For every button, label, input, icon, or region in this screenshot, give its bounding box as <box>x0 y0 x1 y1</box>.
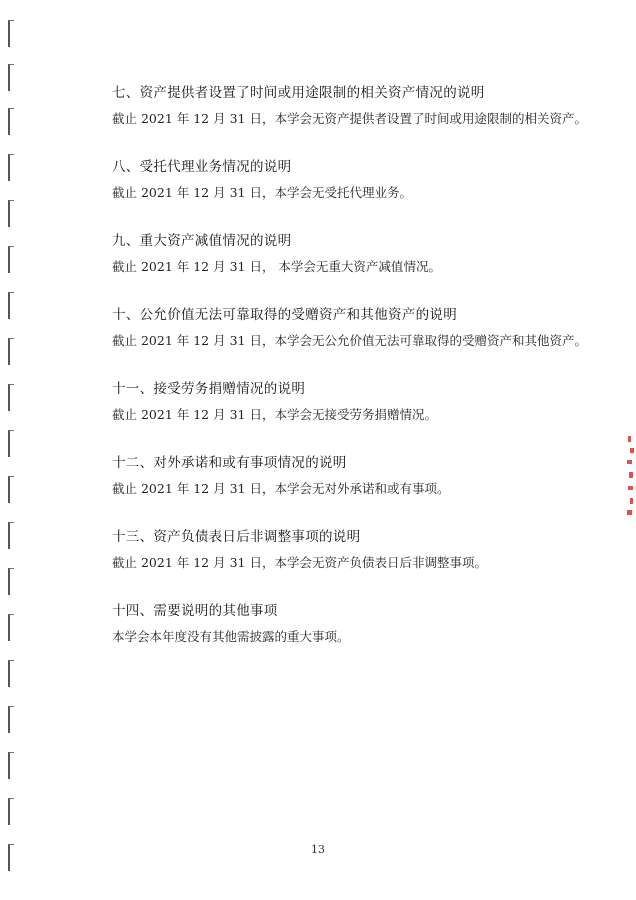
section-title: 九、重大资产减值情况的说明 <box>112 233 292 249</box>
section-body: 截止 2021 年 12 月 31 日， 本学会无重大资产减值情况。 <box>112 259 441 274</box>
binding-mark <box>8 154 14 181</box>
section-13 <box>112 528 592 572</box>
section-title: 十二、对外承诺和或有事项情况的说明 <box>112 455 347 471</box>
section-body: 本学会本年度没有其他需披露的重大事项。 <box>112 629 350 644</box>
binding-mark <box>8 292 14 319</box>
section-title: 七、资产提供者设置了时间或用途限制的相关资产情况的说明 <box>112 85 485 101</box>
binding-mark <box>8 384 14 411</box>
binding-mark <box>8 706 14 733</box>
section-14 <box>112 602 592 646</box>
section-title: 十一、接受劳务捐赠情况的说明 <box>112 381 306 397</box>
section-body: 截止 2021 年 12 月 31 日，本学会无对外承诺和或有事项。 <box>112 481 450 496</box>
section-title: 八、受托代理业务情况的说明 <box>112 159 292 175</box>
section-12 <box>112 454 592 498</box>
binding-mark <box>8 200 14 227</box>
section-title: 十三、资产负债表日后非调整事项的说明 <box>112 529 361 545</box>
page-number: 13 <box>311 843 325 856</box>
section-title: 十四、需要说明的其他事项 <box>112 603 278 619</box>
binding-mark <box>8 660 14 687</box>
section-7 <box>112 84 592 128</box>
binding-mark <box>8 476 14 503</box>
binding-mark <box>8 752 14 779</box>
binding-mark <box>8 20 14 47</box>
section-body: 截止 2021 年 12 月 31 日，本学会无资产负债表日后非调整事项。 <box>112 555 487 570</box>
section-8 <box>112 158 592 202</box>
binding-mark <box>8 430 14 457</box>
section-body: 截止 2021 年 12 月 31 日，本学会无接受劳务捐赠情况。 <box>112 407 437 422</box>
binding-mark <box>8 64 14 91</box>
binding-marks <box>8 20 22 890</box>
binding-mark <box>8 108 14 135</box>
seal-fragment-icon <box>626 432 636 522</box>
binding-mark <box>8 614 14 641</box>
section-body: 截止 2021 年 12 月 31 日，本学会无公允价值无法可靠取得的受赠资产和其他资产。 <box>112 333 587 348</box>
section-10 <box>112 306 592 350</box>
binding-mark <box>8 568 14 595</box>
binding-mark <box>8 522 14 549</box>
binding-mark <box>8 246 14 273</box>
section-body: 截止 2021 年 12 月 31 日，本学会无资产提供者设置了时间或用途限制的相关资产。 <box>112 111 587 126</box>
section-body: 截止 2021 年 12 月 31 日，本学会无受托代理业务。 <box>112 185 412 200</box>
binding-mark <box>8 338 14 365</box>
section-11 <box>112 380 592 424</box>
binding-mark <box>8 798 14 825</box>
section-title: 十、公允价值无法可靠取得的受赠资产和其他资产的说明 <box>112 307 457 323</box>
section-9 <box>112 232 592 276</box>
